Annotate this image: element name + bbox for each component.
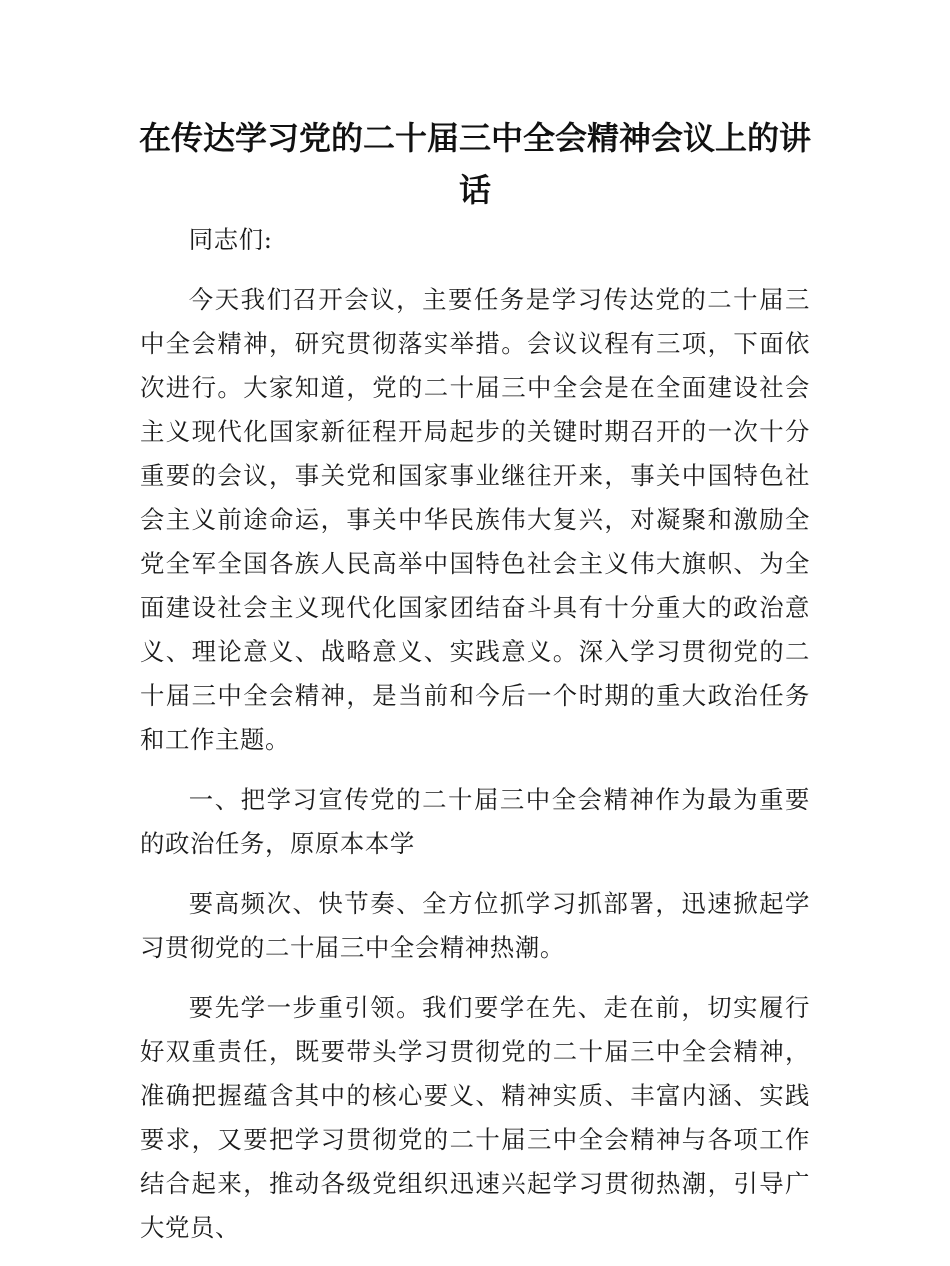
salutation: 同志们: [188,225,273,254]
paragraph-study-deployment: 要高频次、快节奏、全方位抓学习抓部署，迅速掀起学习贯彻党的二十届三中全会精神热潮。 [140,889,810,962]
document-title: 在传达学习党的二十届三中全会精神会议上的讲话 [138,119,811,209]
paragraph-intro: 今天我们召开会议，主要任务是学习传达党的二十届三中全会精神，研究贯彻落实举措。会议议程有三项，下面依次进行。大家知道，党的二十届三中全会是在全面建设社会主义现代化国家新征程开局起步的关键时期召开的一次十分重要的会议，事关党和国家事业继往开来，事关中国特色社会主义前途命运，事关中华民族伟大复兴，对凝聚和激励全党全军全国各族人民高举中国特色社会主义伟大旗帜、为全面建设社会主义现代化国家团结奋斗具有十分重大的政治意义、理论意义、战略意义、实践意义。深入学习贯彻党的二十届三中全会精神，是当前和今后一个时期的重大政治任务和工作主题。 [140,285,810,754]
section-heading-one: 一、把学习宣传党的二十届三中全会精神作为最为重要的政治任务，原原本本学 [140,785,810,858]
document-body [140,218,810,1266]
paragraph-lead-study: 要先学一步重引领。我们要学在先、走在前，切实履行好双重责任，既要带头学习贯彻党的二十届三中全会精神，准确把握蕴含其中的核心要义、精神实质、丰富内涵、实践要求，又要把学习贯彻党的二十届三中全会精神与各项工作结合起来，推动各级党组织迅速兴起学习贯彻热潮，引导广大党员、 [140,993,810,1242]
